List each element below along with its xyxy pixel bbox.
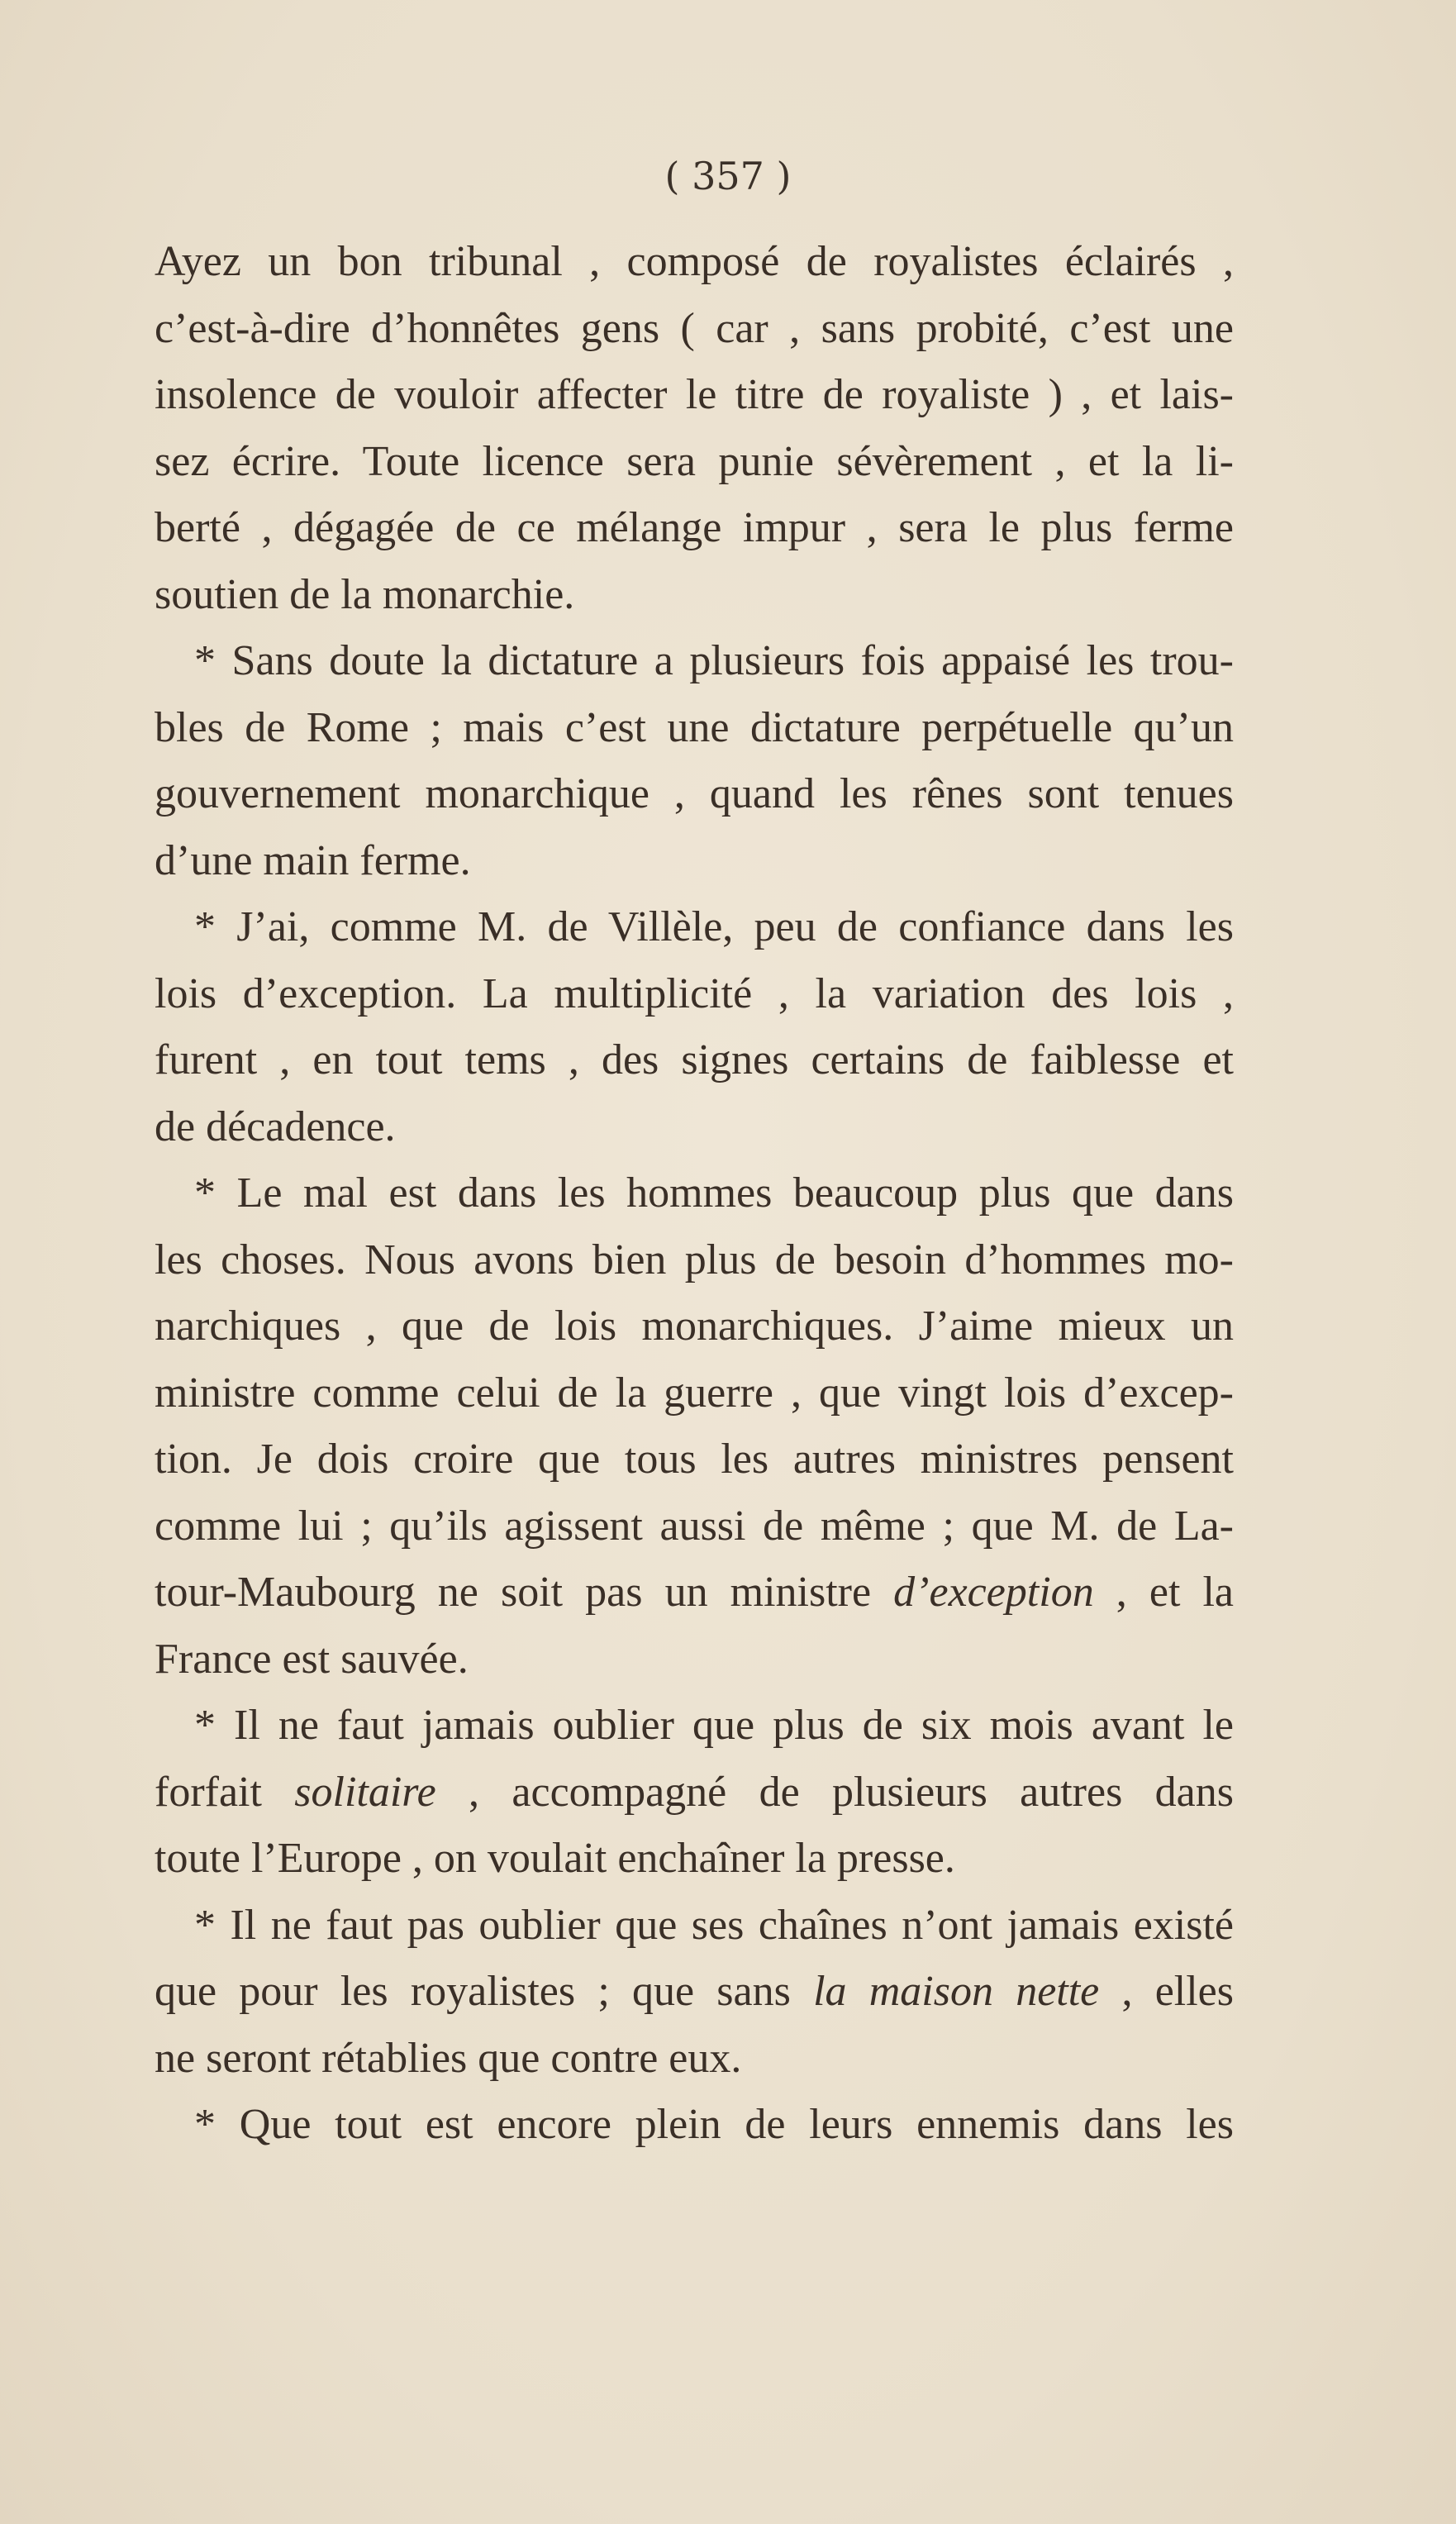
text-line <box>155 1693 1234 1760</box>
text-segment: insolence de vouloir affecter le titre de royaliste ) , et lais- <box>155 371 1234 418</box>
text-line <box>155 1626 1234 1693</box>
text-line <box>155 894 1234 961</box>
text-segment: ne seront rétablies que contre eux. <box>155 2034 742 2082</box>
text-line <box>155 1027 1234 1094</box>
text-segment: les choses. Nous avons bien plus de besoin d’hommes mo- <box>155 1236 1234 1283</box>
text-segment: narchiques , que de lois monarchiques. J’aime mieux un <box>155 1302 1234 1350</box>
text-segment: * Le mal est dans les hommes beaucoup plus que dans <box>194 1169 1234 1217</box>
text-segment: France est sauvée. <box>155 1635 469 1683</box>
text-line <box>155 961 1234 1028</box>
text-line <box>155 362 1234 429</box>
text-segment: tour-Maubourg ne soit pas un ministre <box>155 1569 894 1616</box>
text-line <box>155 1360 1234 1427</box>
text-segment: gouvernement monarchique , quand les rênes sont tenues <box>155 770 1234 817</box>
text-segment: , elles <box>1099 1968 1234 2015</box>
text-line <box>155 1094 1234 1161</box>
text-line <box>155 1760 1234 1826</box>
text-line <box>155 2092 1234 2159</box>
text-line <box>155 562 1234 629</box>
text-line <box>155 828 1234 895</box>
text-line <box>155 1426 1234 1493</box>
text-segment: ministre comme celui de la guerre , que vingt lois d’excep- <box>155 1369 1234 1417</box>
text-segment: forfait <box>155 1768 295 1816</box>
text-segment: * Il ne faut jamais oublier que plus de six mois avant le <box>194 1702 1234 1749</box>
text-segment: , et la <box>1093 1569 1234 1616</box>
text-segment: de décadence. <box>155 1102 396 1150</box>
text-segment: toute l’Europe , on voulait enchaîner la presse. <box>155 1835 955 1882</box>
text-line <box>155 1826 1234 1893</box>
text-line <box>155 761 1234 828</box>
text-segment: * J’ai, comme M. de Villèle, peu de confiance dans les <box>194 903 1234 950</box>
text-segment: que pour les royalistes ; que sans <box>155 1968 814 2015</box>
page-number: ( 357 ) <box>664 154 792 198</box>
text-segment: berté , dégagée de ce mélange impur , sera le plus ferme <box>155 504 1234 551</box>
italic-text: solitaire <box>294 1768 436 1816</box>
text-segment: * Il ne faut pas oublier que ses chaînes n’ont jamais existé <box>194 1901 1234 1949</box>
text-segment: , accompagné de plusieurs autres dans <box>435 1768 1234 1816</box>
text-line <box>155 628 1234 695</box>
text-line <box>155 695 1234 762</box>
text-line <box>155 1560 1234 1626</box>
text-line <box>155 1293 1234 1360</box>
text-line <box>155 1893 1234 1960</box>
text-line <box>155 429 1234 496</box>
text-segment: * Que tout est encore plein de leurs ennemis dans les <box>194 2101 1234 2148</box>
text-line <box>155 229 1234 296</box>
text-line <box>155 1227 1234 1294</box>
text-line <box>155 1959 1234 2026</box>
text-segment: c’est-à-dire d’honnêtes gens ( car , sans probité, c’est une <box>155 304 1234 352</box>
text-segment: bles de Rome ; mais c’est une dictature perpétuelle qu’un <box>155 703 1234 751</box>
text-segment: d’une main ferme. <box>155 836 471 884</box>
text-segment: Ayez un bon tribunal , composé de royalistes éclairés , <box>155 238 1234 285</box>
text-segment: soutien de la monarchie. <box>155 570 575 618</box>
text-segment: comme lui ; qu’ils agissent aussi de même ; que M. de La- <box>155 1502 1234 1550</box>
text-segment: lois d’exception. La multiplicité , la variation des lois , <box>155 969 1234 1017</box>
text-line <box>155 1493 1234 1560</box>
text-segment: sez écrire. Toute licence sera punie sévèrement , et la li- <box>155 437 1234 485</box>
text-line <box>155 495 1234 562</box>
text-line <box>155 1160 1234 1227</box>
italic-text: la maison nette <box>813 1968 1100 2015</box>
text-segment: furent , en tout tems , des signes certains de faiblesse et <box>155 1036 1234 1083</box>
text-segment: * Sans doute la dictature a plusieurs fois appaisé les trou- <box>194 637 1234 684</box>
page-body-text <box>155 229 1234 2159</box>
text-line <box>155 296 1234 363</box>
text-line <box>155 2026 1234 2093</box>
italic-text: d’exception <box>893 1569 1094 1616</box>
text-segment: tion. Je dois croire que tous les autres ministres pensent <box>155 1436 1234 1483</box>
